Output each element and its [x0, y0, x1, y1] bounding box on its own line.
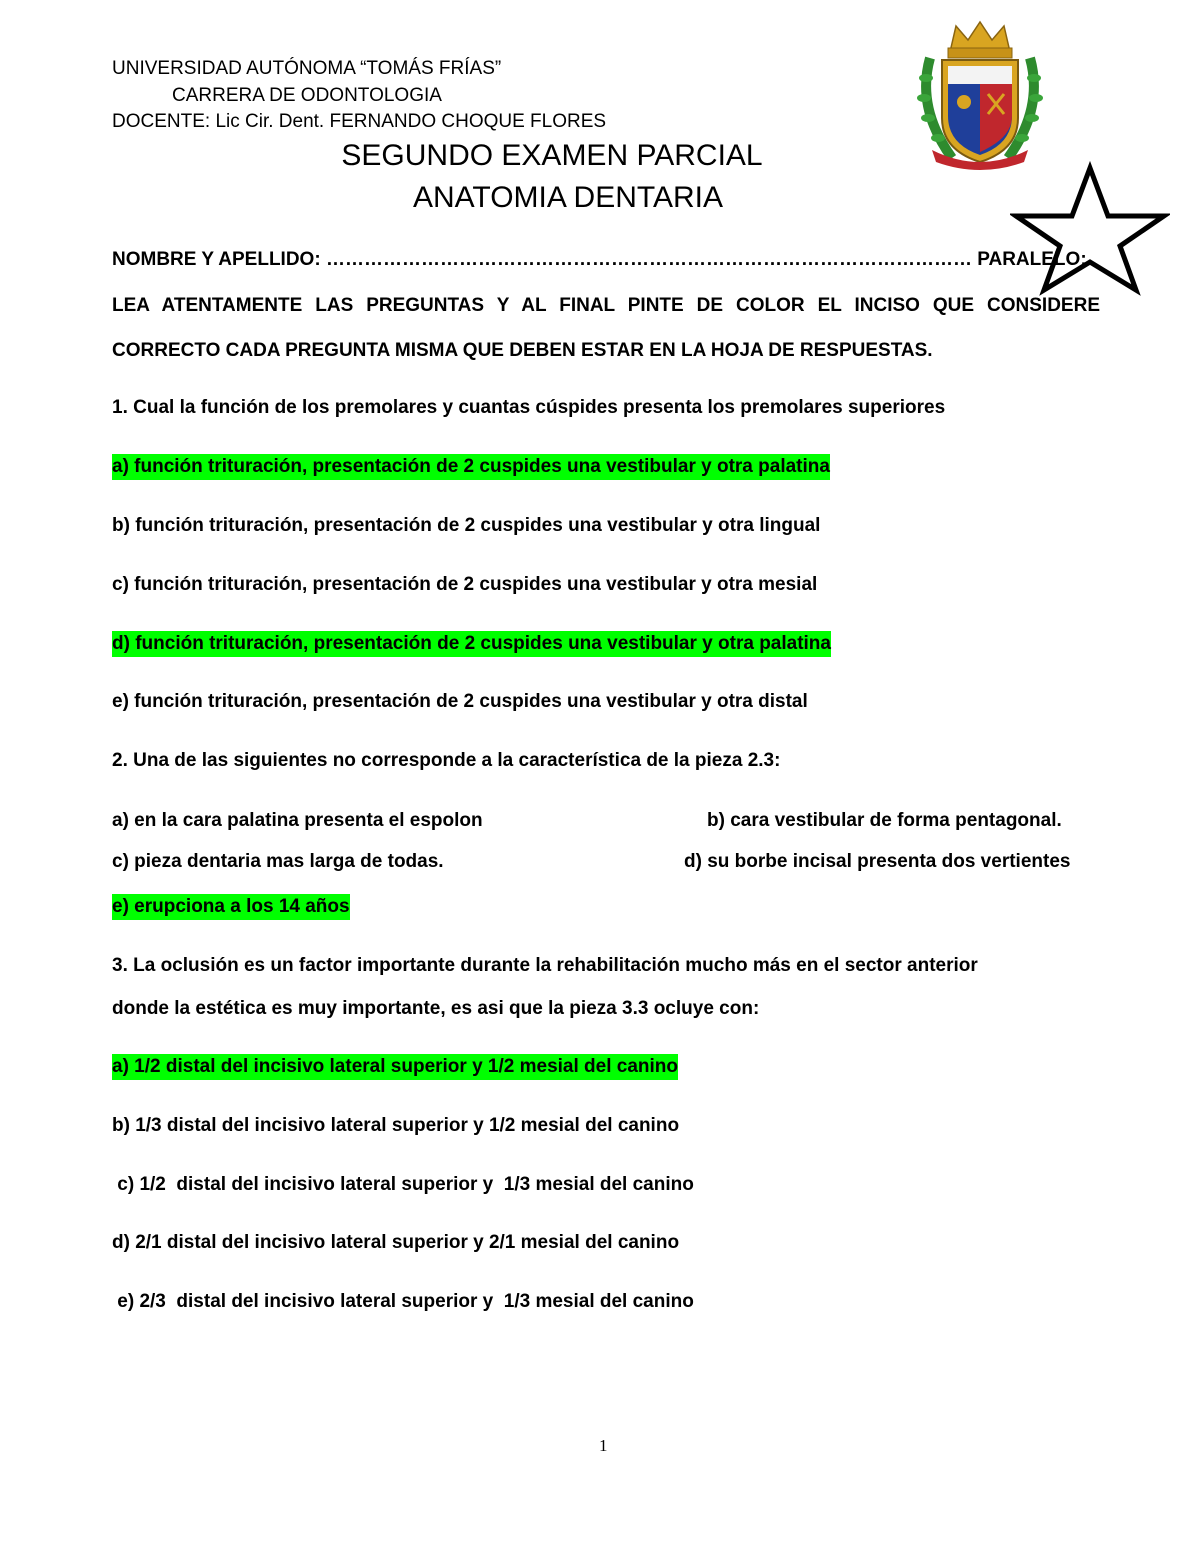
name-field[interactable]: NOMBRE Y APELLIDO: ………………………………………………………………………………………… PARALELO: [112, 249, 1087, 270]
q3-option-d[interactable]: d) 2/1 distal del incisivo lateral superior y 2/1 mesial del canino [112, 1232, 680, 1253]
university-name: UNIVERSIDAD AUTÓNOMA “TOMÁS FRÍAS” [112, 58, 502, 79]
q1-option-e[interactable]: e) función trituración, presentación de 2 cuspides una vestibular y otra distal [112, 691, 808, 712]
q1-option-d-text: d) función trituración, presentación de 2 cuspides una vestibular y otra palatina [112, 631, 831, 657]
question-1: 1. Cual la función de los premolares y cuantas cúspides presenta los premolares superiores [112, 397, 946, 418]
q1-option-a-text: a) función trituración, presentación de 2 cuspides una vestibular y otra palatina [112, 454, 830, 480]
q3-option-a[interactable] [112, 1056, 678, 1078]
question-3-line-2: donde la estética es muy importante, es asi que la pieza 3.3 ocluye con: [112, 998, 760, 1019]
q1-option-b[interactable]: b) función trituración, presentación de 2 cuspides una vestibular y otra lingual [112, 515, 821, 536]
instructions-line-1: LEA ATENTAMENTE LAS PREGUNTAS Y AL FINAL PINTE DE COLOR EL INCISO QUE CONSIDERE [112, 295, 1100, 316]
exam-title: SEGUNDO EXAMEN PARCIAL [341, 139, 763, 172]
q3-option-a-text: a) 1/2 distal del incisivo lateral superior y 1/2 mesial del canino [112, 1054, 678, 1080]
exam-subject: ANATOMIA DENTARIA [412, 181, 724, 214]
q1-option-d[interactable] [112, 633, 831, 655]
q3-option-b[interactable]: b) 1/3 distal del incisivo lateral superior y 1/2 mesial del canino [112, 1115, 680, 1136]
q2-option-a[interactable]: a) en la cara palatina presenta el espolon [112, 810, 483, 831]
career-name: CARRERA DE ODONTOLOGIA [172, 85, 442, 106]
instructions-line-2: CORRECTO CADA PREGUNTA MISMA QUE DEBEN ESTAR EN LA HOJA DE RESPUESTAS. [112, 340, 933, 361]
q2-option-e-text: e) erupciona a los 14 años [112, 894, 350, 920]
q1-option-c[interactable]: c) función trituración, presentación de 2 cuspides una vestibular y otra mesial [112, 574, 818, 595]
page-number: 1 [599, 1436, 608, 1455]
q2-option-d[interactable]: d) su borbe incisal presenta dos vertientes [684, 851, 1071, 872]
teacher-name: DOCENTE: Lic Cir. Dent. FERNANDO CHOQUE FLORES [112, 111, 607, 132]
q2-option-c[interactable]: c) pieza dentaria mas larga de todas. [112, 851, 444, 872]
q1-option-a[interactable] [112, 456, 830, 478]
question-3-line-1: 3. La oclusión es un factor importante durante la rehabilitación mucho más en el sector anterior [112, 955, 978, 976]
q3-option-c[interactable]: c) 1/2 distal del incisivo lateral superior y 1/3 mesial del canino [112, 1174, 694, 1195]
q2-option-e[interactable] [112, 896, 350, 918]
question-2: 2. Una de las siguientes no corresponde a la característica de la pieza 2.3: [112, 750, 781, 771]
q3-option-e[interactable]: e) 2/3 distal del incisivo lateral superior y 1/3 mesial del canino [112, 1291, 694, 1312]
q2-option-b[interactable]: b) cara vestibular de forma pentagonal. [707, 810, 1062, 831]
